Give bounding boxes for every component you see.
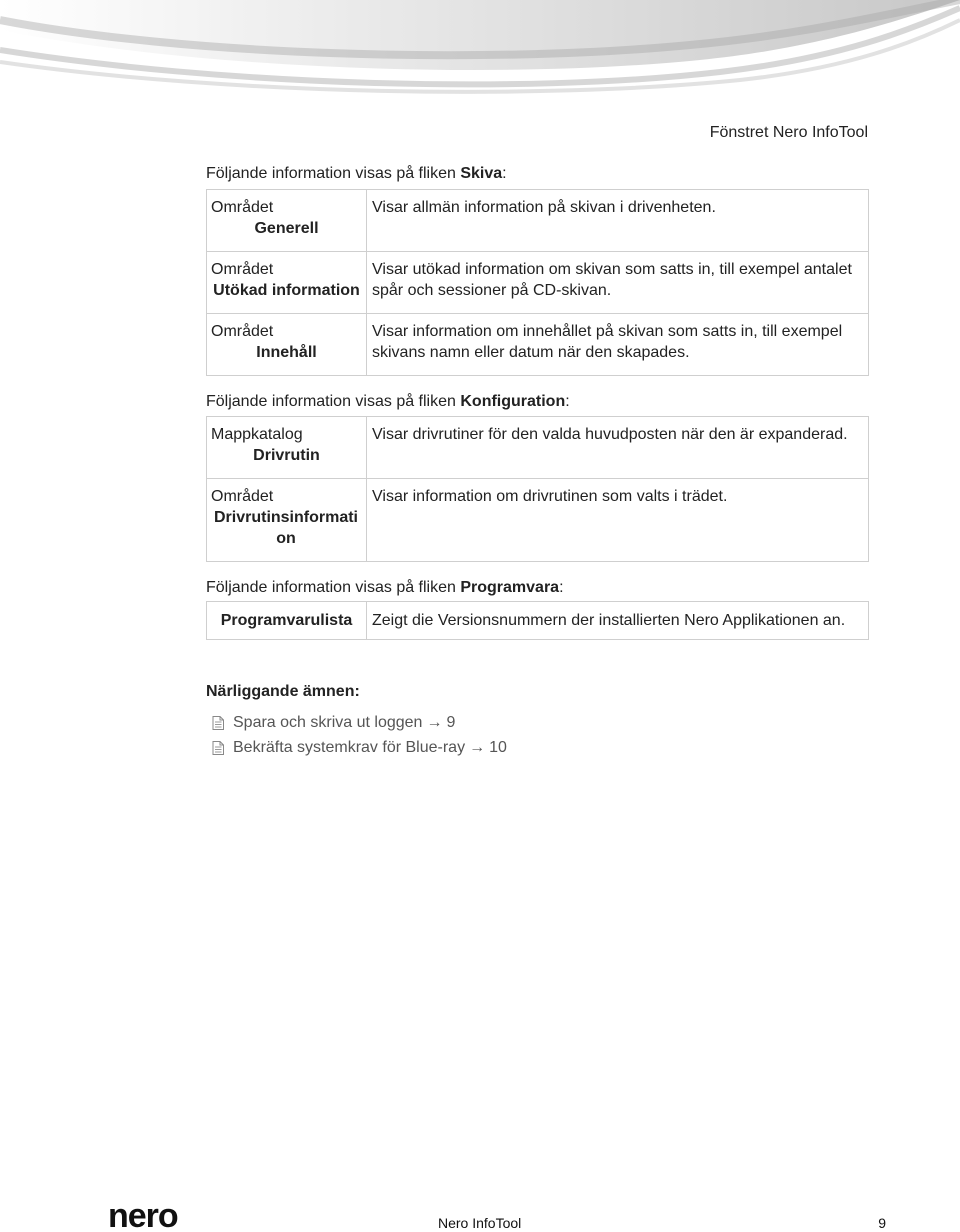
table-row bbox=[207, 417, 869, 479]
row-description: Visar information om innehållet på skivan som satts in, till exempel skivans namn eller datum när den skapades. bbox=[367, 314, 869, 376]
arrow-right-icon: → bbox=[426, 713, 443, 731]
document-icon bbox=[212, 716, 224, 730]
footer-product-name: Nero InfoTool bbox=[438, 1215, 522, 1231]
row-description: Visar allmän information på skivan i drivenheten. bbox=[367, 190, 869, 252]
nero-logo bbox=[108, 1202, 212, 1230]
table-row bbox=[207, 252, 869, 314]
row-label: Området Generell bbox=[207, 190, 367, 252]
row-label: Området Innehåll bbox=[207, 314, 367, 376]
skiva-table bbox=[206, 189, 869, 376]
row-description: Visar information om drivrutinen som valts i trädet. bbox=[367, 479, 869, 562]
skiva-intro: Följande information visas på fliken Skiva: bbox=[206, 165, 507, 182]
row-label: Programvarulista bbox=[207, 602, 367, 640]
footer-page-number: 9 bbox=[878, 1215, 886, 1231]
row-label: Mappkatalog Drivrutin bbox=[207, 417, 367, 479]
programvara-table bbox=[206, 601, 869, 640]
header-wave-decoration bbox=[0, 0, 960, 100]
konfiguration-table bbox=[206, 416, 869, 562]
related-topic-page: 9 bbox=[446, 713, 456, 731]
arrow-right-icon: → bbox=[469, 738, 486, 756]
programvara-tab-name: Programvara bbox=[460, 579, 560, 596]
related-topic-item[interactable] bbox=[212, 710, 507, 735]
related-topic-link[interactable]: Spara och skriva ut loggen bbox=[233, 713, 423, 731]
table-row bbox=[207, 314, 869, 376]
konfiguration-tab-name: Konfiguration bbox=[460, 393, 566, 410]
related-topic-item[interactable] bbox=[212, 735, 507, 760]
skiva-tab-name: Skiva bbox=[460, 165, 503, 182]
row-description: Zeigt die Versionsnummern der installierten Nero Applikationen an. bbox=[367, 602, 869, 640]
related-topics-title: Närliggande ämnen: bbox=[206, 683, 360, 700]
table-row bbox=[207, 190, 869, 252]
document-icon bbox=[212, 741, 224, 755]
svg-text:nero: nero bbox=[108, 1202, 178, 1230]
konfiguration-intro: Följande information visas på fliken Konfiguration: bbox=[206, 393, 570, 410]
table-row bbox=[207, 602, 869, 640]
related-topic-page: 10 bbox=[489, 738, 507, 756]
row-description: Visar utökad information om skivan som satts in, till exempel antalet spår och sessioner på CD-skivan. bbox=[367, 252, 869, 314]
programvara-intro: Följande information visas på fliken Programvara: bbox=[206, 579, 564, 596]
row-label: Området Utökad information bbox=[207, 252, 367, 314]
row-label: Området Drivrutinsinformati on bbox=[207, 479, 367, 562]
related-topic-link[interactable]: Bekräfta systemkrav för Blue-ray bbox=[233, 738, 466, 756]
row-description: Visar drivrutiner för den valda huvudposten när den är expanderad. bbox=[367, 417, 869, 479]
related-topics-list bbox=[212, 710, 507, 760]
table-row bbox=[207, 479, 869, 562]
page-header-title: Fönstret Nero InfoTool bbox=[709, 124, 868, 141]
